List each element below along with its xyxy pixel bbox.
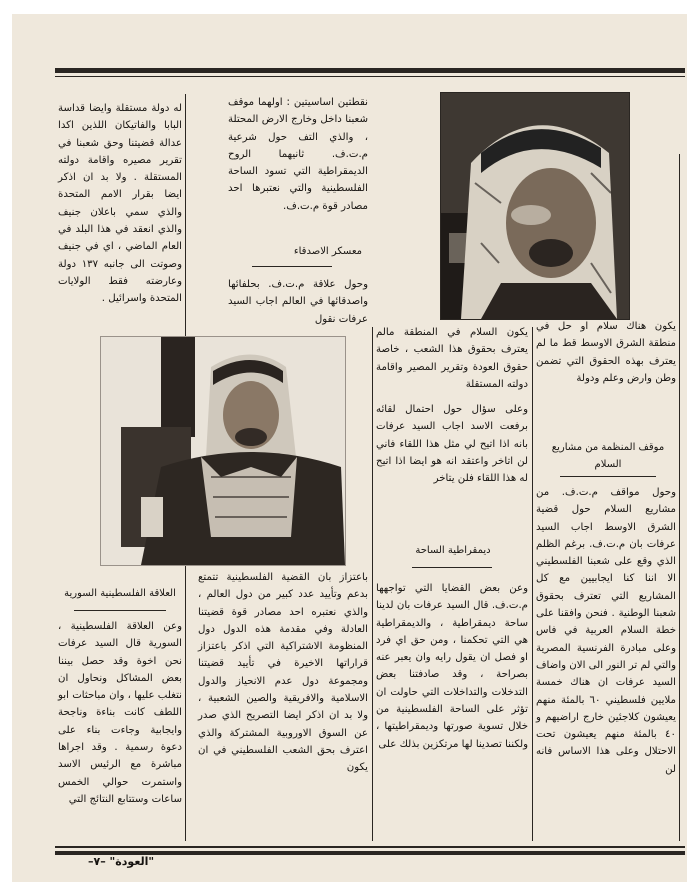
arafat-photo-seated-image xyxy=(101,337,345,565)
article-column-1 xyxy=(536,318,676,395)
newspaper-page xyxy=(12,14,687,882)
article-column-4 xyxy=(58,100,182,316)
article-column-2-continued xyxy=(376,580,528,761)
paragraph: باعتزاز بان القضية الفلسطينية تتمتع بدعم وتأييد عدد كبير من دول العالم ، والذي نعتبره احد مصادر قوة قضيتنا العادلة وفي مقدمة هذه الدول دول المنظومة الاشتراكية التي اذكر باعتزاز قراراتها الاخيرة في تأييد قضيتنا ومجموعة دول عدم الانحياز والدول الاسلامية والافريقية والصين الشعبية ، ولا بد ان اذكر ايضا التصريح الذي صدر عن السوق الاوروبية المشتركة والذي اعترف بحق الشعب الفلسطيني في ان يكون xyxy=(198,572,368,774)
subheading-friends: معسكر الاصدقاء xyxy=(293,246,362,257)
column-divider xyxy=(679,154,680,841)
article-column-1-continued xyxy=(536,484,676,786)
paragraph: وحول مواقف م.ت.ف. من مشاريع السلام حول قضية الشرق الاوسط اجاب السيد عرفات بان م.ت.ف. برغم الظلم الذي وقع على شعبنا الفلسطيني الا اننا كنا ايجابيين مع كل المشاريع التي تعترف بحقوق شعبنا الوطنية . فنحن وافقنا على خطة السلام العربية في فاس وعلى مبادرة الفرنسية المصرية والتي لم تر النور الى الان واضاف السيد عرفات ان هناك خمسة ملايين فلسطيني ٦٠ بالمئة منهم يعيشون كلاجئين خارج اراضيهم و ٤٠ بالمئة منهم يعيشون تحت الاحتلال وعلى هذا الاساس فانه لن xyxy=(536,487,676,775)
paragraph: وعلى سؤال حول احتمال لقائه برفعت الاسد اجاب السيد عرفات بانه اذا اتيح لي مثل هذا اللقاء فاني لن اتاخر واعتقد انه هو ايضا اذا اتيح له هذا اللقاء فلن يتاخر xyxy=(376,404,528,485)
article-column-2 xyxy=(376,324,528,496)
paragraph: نقطتين اساسيتين : اولهما موقف شعبنا داخل وخارج الارض المحتلة ، والذي التف حول شرعية م.ت.ف. ثانيهما الروح الديمقراطية التي تسود الساحة الفلسطينية والتي نعتبرها احد مصادر قوة م.ت.ف. xyxy=(228,97,368,212)
article-column-4-continued xyxy=(58,618,182,816)
paragraph: وعن بعض القضايا التي تواجهها م.ت.ف. قال السيد عرفات بان لدينا ساحة ديمقراطية ، والديمقراطية هي التي تحكمنا ، ومن حق اي فرد او فصل ان يقول رايه وان يعبر عنه بصراحة ، وقد صادفتنا بعض التدخلات والتداخلات التي حاولت ان تؤثر على الساحة الفلسطينية من خلال تسوية صورتها وديمقراطيتها ، ولكننا تصدينا لها مرتكزين بذلك على xyxy=(376,583,528,750)
subheading-democracy: ديمقراطية الساحة xyxy=(415,545,491,556)
subheading-rule xyxy=(74,610,166,611)
paragraph: وحول علاقة م.ت.ف. بحلفائها واصدقائها في العالم اجاب السيد عرفات نقول xyxy=(228,279,368,325)
subheading-syrian-relations: العلاقة الفلسطينية السورية xyxy=(64,588,176,599)
paragraph: وعن العلاقة الفلسطينية ، السورية قال السيد عرفات نحن اخوة وقد حصل بيننا بعض المشاكل ونحاول ان نتغلب عليها ، وان مباحثات ابو اللطف كانت بناءة وناجحة وايجابية وجاءت بناء على دعوة رسمية . وقد اجراها مباشرة مع الرئيس الاسد واستمرت حوالي الخمس ساعات وستتابع النتائج التي xyxy=(58,621,182,805)
arafat-photo-top xyxy=(440,92,630,320)
subheading-peace-projects: موقف المنظمة من مشاريع السلام xyxy=(551,442,665,470)
column-divider xyxy=(372,327,373,841)
paragraph: له دولة مستقلة وايضا قداسة البابا والفاتيكان اللذين اكدا عدالة قضيتنا وحق شعبنا في تقرير مصيره واقامة دولته المستقلة . ولا بد ان اذكر ايضا بقرار الامم المتحدة والذي سمي باعلان جنيف والذي انعقد في هذا البلد في العام الماضي ، اي في جنيف وصوتت الى جانبه ١٣٧ دولة وعارضته فقط الولايات المتحدة واسرائيل . xyxy=(58,103,182,305)
subheading-rule xyxy=(252,266,332,267)
article-column-3 xyxy=(228,94,368,223)
article-column-3-lower xyxy=(198,569,368,785)
paragraph: يكون هناك سلام او حل في منطقة الشرق الاوسط قط ما لم يعترف بهذه الحقوق التي تضمن وطن وارض وعلم ودولة xyxy=(536,321,676,384)
arafat-photo-seated xyxy=(100,336,346,566)
footer-publication-label: "العودة" –٧– xyxy=(88,855,155,868)
subheading-rule xyxy=(412,567,492,568)
article-column-3-continued xyxy=(228,276,368,336)
subheading-rule xyxy=(560,476,656,477)
header-rule-thin xyxy=(55,76,685,77)
paragraph: يكون السلام في المنطقة مالم يعترف بحقوق هذا الشعب ، خاصة حقوق العودة وتقرير المصير واقامة دولته المستقلة xyxy=(376,327,528,390)
header-rule xyxy=(55,68,685,73)
arafat-photo-top-image xyxy=(441,93,629,319)
footer-rule xyxy=(55,846,685,848)
column-divider xyxy=(532,327,533,841)
